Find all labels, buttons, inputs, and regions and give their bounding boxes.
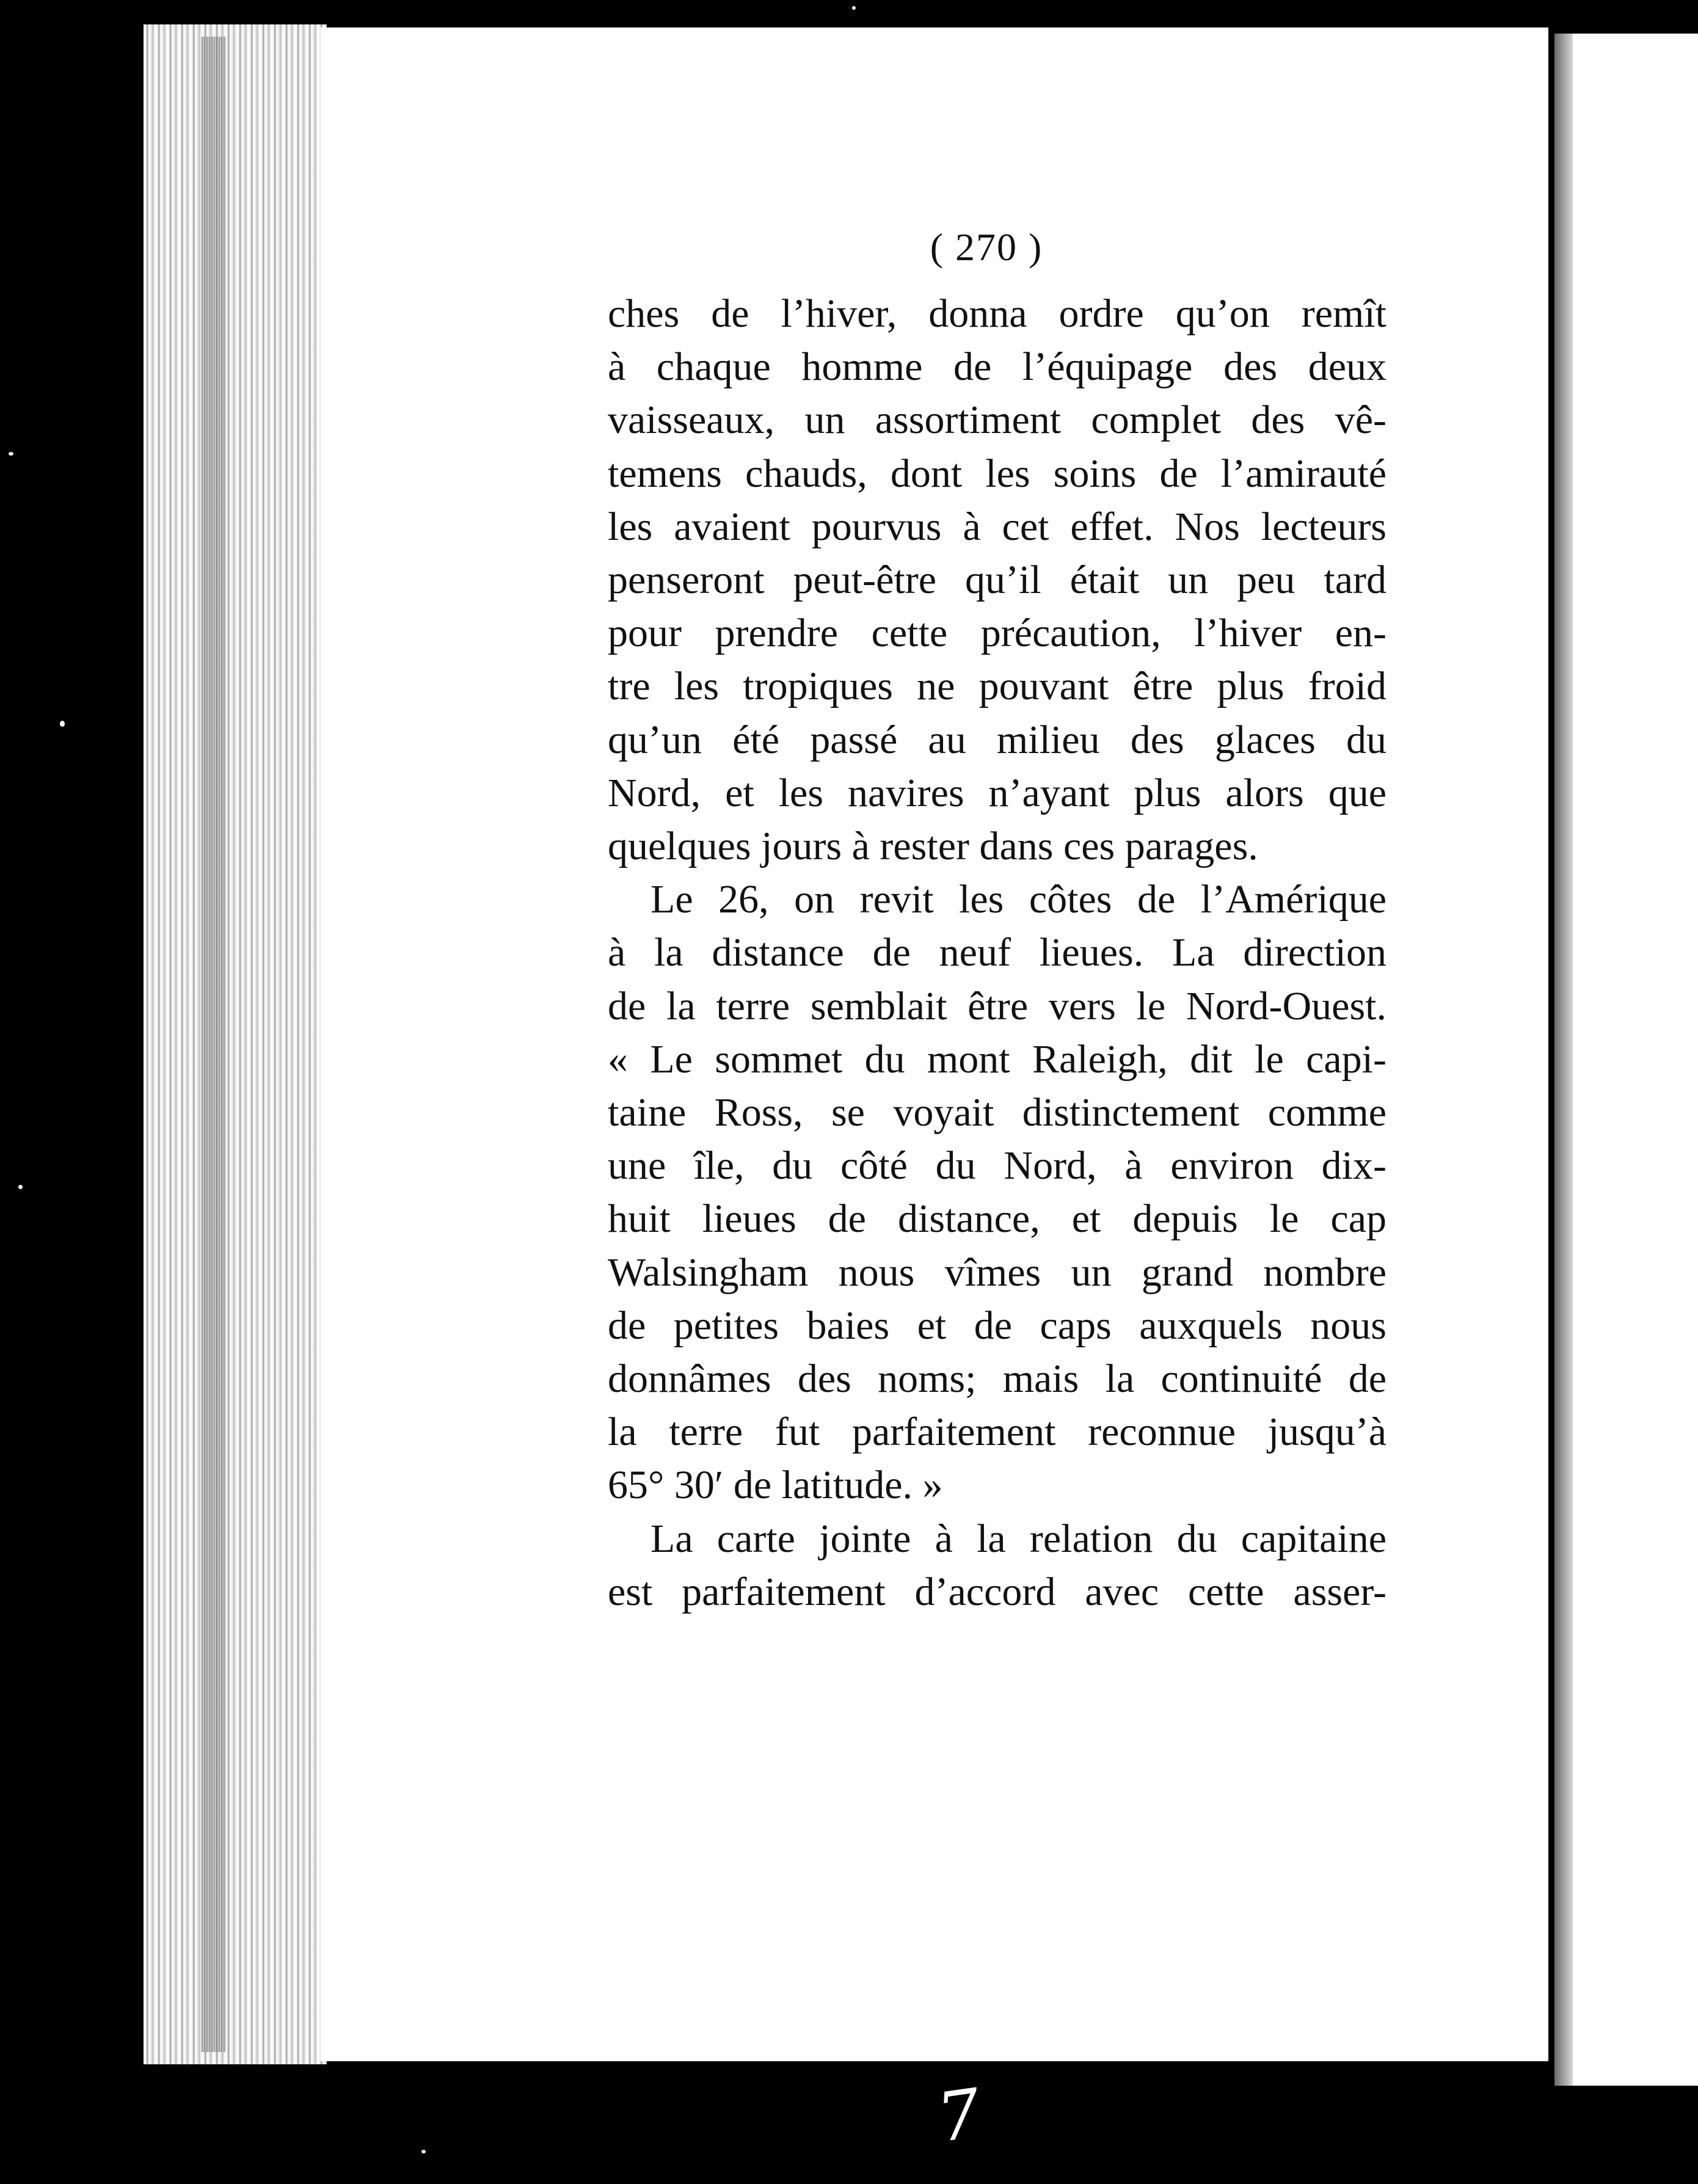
body-text	[608, 287, 1386, 1618]
page-number: ( 270 )	[930, 225, 1043, 269]
text-line: qu’un été passé au milieu des glaces du	[608, 717, 1386, 762]
text-line: à chaque homme de l’équipage des deux	[608, 344, 1386, 390]
text-line: à la distance de neuf lieues. La direction	[608, 930, 1386, 975]
text-line: une île, du côté du Nord, à environ dix-	[608, 1143, 1386, 1188]
text-line: temens chauds, dont les soins de l’amirauté	[608, 451, 1386, 496]
facing-page-gutter	[1554, 34, 1573, 2086]
text-line: les avaient pourvus à cet effet. Nos lecteurs	[608, 504, 1386, 549]
handwritten-folio-mark: 7	[932, 2073, 986, 2158]
dust-speck	[9, 452, 13, 456]
text-line: vaisseaux, un assortiment complet des vê-	[608, 398, 1386, 443]
dust-speck	[18, 1185, 23, 1189]
text-line: La carte jointe à la relation du capitaine	[650, 1516, 1386, 1561]
dust-speck	[60, 721, 65, 727]
text-line: quelques jours à rester dans ces parages.	[608, 824, 1258, 869]
text-line: ches de l’hiver, donna ordre qu’on remît	[608, 291, 1386, 336]
text-line: huit lieues de distance, et depuis le cap	[608, 1196, 1386, 1242]
dust-speck	[421, 2150, 426, 2153]
text-line: la terre fut parfaitement reconnue jusqu’à	[608, 1410, 1386, 1455]
facing-page-sliver	[1554, 34, 1698, 2086]
text-line: 65° 30′ de latitude. »	[608, 1463, 943, 1508]
text-line: Le 26, on revit les côtes de l’Amérique	[650, 877, 1386, 922]
text-line: donnâmes des noms; mais la continuité de	[608, 1356, 1386, 1402]
text-line: de petites baies et de caps auxquels nous	[608, 1303, 1386, 1348]
text-line: Nord, et les navires n’ayant plus alors que	[608, 770, 1386, 815]
dust-speck	[852, 6, 856, 10]
text-line: de la terre semblait être vers le Nord-Ouest.	[608, 983, 1386, 1028]
text-line: penseront peut-être qu’il était un peu tard	[608, 558, 1386, 603]
text-line: est parfaitement d’accord avec cette asser-	[608, 1569, 1386, 1614]
page-fore-edge-shadow	[202, 37, 226, 2052]
text-line: pour prendre cette précaution, l’hiver en-	[608, 611, 1386, 656]
text-line: taine Ross, se voyait distinctement comme	[608, 1090, 1386, 1135]
text-line: tre les tropiques ne pouvant être plus froid	[608, 664, 1386, 709]
page-fore-edge	[144, 24, 327, 2064]
text-line: « Le sommet du mont Raleigh, dit le capi-	[608, 1036, 1386, 1082]
text-line: Walsingham nous vîmes un grand nombre	[608, 1250, 1386, 1295]
